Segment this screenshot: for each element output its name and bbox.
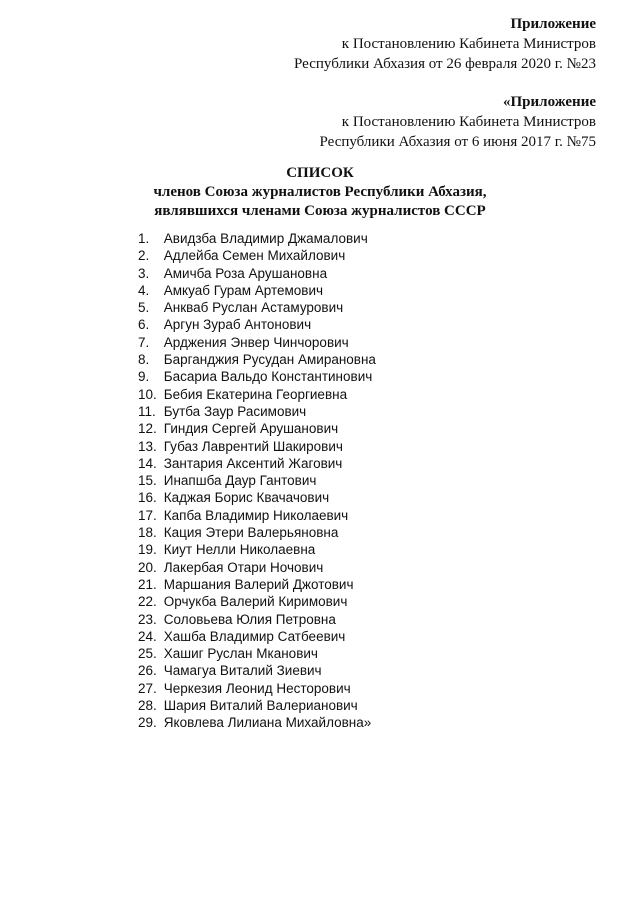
list-item-name: Чамагуа Виталий Зиевич (163, 663, 322, 679)
list-item-number: 9. (138, 369, 150, 385)
list-item-number: 8. (138, 352, 150, 368)
list-item (138, 351, 376, 368)
list-item (138, 524, 376, 541)
list-item-name: Капба Владимир Николаевич (163, 507, 349, 523)
list-item-number: 22. (138, 594, 157, 610)
list-item (138, 714, 376, 731)
list-item (138, 472, 376, 489)
list-item-name: Авидзба Владимир Джамалович (163, 231, 368, 246)
list-item-name: Анкваб Руслан Астамурович (163, 300, 344, 316)
appendix-resolution-line: к Постановлению Кабинета Министров (341, 114, 596, 130)
document-title-block (0, 164, 640, 221)
list-item (138, 282, 376, 299)
appendix-date-line: Республики Абхазия от 26 февраля 2020 г. №23 (294, 56, 596, 72)
list-item-name: Маршания Валерий Джотович (163, 576, 354, 592)
list-item-number: 24. (138, 628, 157, 644)
list-item-number: 7. (138, 334, 150, 350)
list-item-number: 2. (138, 248, 150, 264)
document-title: СПИСОК (286, 165, 354, 181)
list-item-name: Киут Нелли Николаевна (163, 542, 316, 558)
list-item-name: Амкуаб Гурам Артемович (163, 282, 324, 298)
list-item (138, 247, 376, 264)
list-item-name: Лакербая Отари Ночович (163, 559, 324, 575)
list-item-number: 17. (138, 507, 157, 523)
list-item-number: 5. (138, 300, 150, 316)
list-item-name: Арджения Энвер Чинчорович (163, 334, 349, 350)
list-item-number: 4. (138, 282, 150, 298)
list-item (138, 489, 376, 506)
list-item-number: 6. (138, 317, 150, 333)
list-item (138, 403, 376, 420)
list-item-number: 29. (138, 715, 157, 731)
list-item (138, 420, 376, 437)
list-item (138, 576, 376, 593)
list-item-name: Бебия Екатерина Георгиевна (163, 386, 348, 402)
list-item-number: 19. (138, 542, 157, 558)
list-item-name: Басариа Вальдо Константинович (163, 369, 373, 385)
list-item-name: Бутба Заур Расимович (163, 403, 307, 419)
list-item-number: 20. (138, 559, 157, 575)
list-item-name: Хашиг Руслан Мканович (163, 646, 318, 662)
list-item (138, 334, 376, 351)
list-item (138, 386, 376, 403)
list-item-number: 13. (138, 438, 157, 454)
list-item-name: Орчукба Валерий Киримович (163, 594, 348, 610)
list-item (138, 299, 376, 316)
list-item-name: Шария Виталий Валерианович (163, 698, 358, 714)
list-item (138, 611, 376, 628)
list-item (138, 265, 376, 282)
list-item-number: 14. (138, 455, 157, 471)
list-item (138, 368, 376, 385)
list-item-name: Адлейба Семен Михайлович (163, 248, 346, 264)
member-list (138, 230, 376, 732)
appendix-resolution-line: к Постановлению Кабинета Министров (341, 36, 596, 52)
list-item (138, 559, 376, 576)
document-subtitle-line1: членов Союза журналистов Республики Абхазия, (153, 184, 487, 200)
list-item (138, 662, 376, 679)
list-item (138, 230, 376, 247)
list-item-name: Аргун Зураб Антонович (163, 317, 312, 333)
list-item (138, 697, 376, 714)
list-item-number: 23. (138, 611, 157, 627)
list-item (138, 507, 376, 524)
list-item-number: 27. (138, 680, 157, 696)
list-item-name: Губаз Лаврентий Шакирович (163, 438, 343, 454)
list-item-name: Барганджия Русудан Амирановна (163, 352, 376, 368)
list-item-name: Яковлева Лилиана Михайловна» (163, 715, 372, 731)
list-item-number: 11. (138, 403, 156, 419)
list-item-name: Соловьева Юлия Петровна (163, 611, 336, 627)
list-item-name: Гиндия Сергей Арушанович (163, 421, 339, 437)
list-item (138, 438, 376, 455)
list-item-number: 16. (138, 490, 157, 506)
list-item-name: Инапшба Даур Гантович (163, 473, 317, 489)
list-item (138, 628, 376, 645)
list-item-number: 18. (138, 525, 157, 541)
list-item-name: Амичба Роза Арушановна (163, 265, 328, 281)
list-item-number: 15. (138, 473, 157, 489)
list-item (138, 455, 376, 472)
list-item-number: 10. (138, 386, 157, 402)
appendix-date-line: Республики Абхазия от 6 июня 2017 г. №75 (319, 134, 596, 150)
list-item-number: 12. (138, 421, 157, 437)
appendix-title: Приложение (510, 16, 596, 32)
appendix-header-current (294, 14, 596, 74)
list-item-number: 28. (138, 698, 157, 714)
list-item-number: 1. (138, 231, 150, 246)
list-item-number: 25. (138, 646, 157, 662)
list-item-name: Хашба Владимир Сатбеевич (163, 628, 346, 644)
list-item-name: Каджая Борис Квачачович (163, 490, 330, 506)
list-item-number: 21. (138, 576, 157, 592)
list-item (138, 316, 376, 333)
appendix-title: «Приложение (503, 94, 596, 110)
list-item-number: 3. (138, 265, 150, 281)
document-subtitle-line2: являвшихся членами Союза журналистов СССР (154, 203, 486, 219)
list-item (138, 680, 376, 697)
appendix-header-original (320, 92, 596, 152)
list-item-number: 26. (138, 663, 157, 679)
list-item (138, 645, 376, 662)
list-item-name: Зантария Аксентий Жагович (163, 455, 343, 471)
list-item (138, 593, 376, 610)
list-item (138, 541, 376, 558)
list-item-name: Кация Этери Валерьяновна (163, 525, 339, 541)
list-item-name: Черкезия Леонид Несторович (163, 680, 351, 696)
